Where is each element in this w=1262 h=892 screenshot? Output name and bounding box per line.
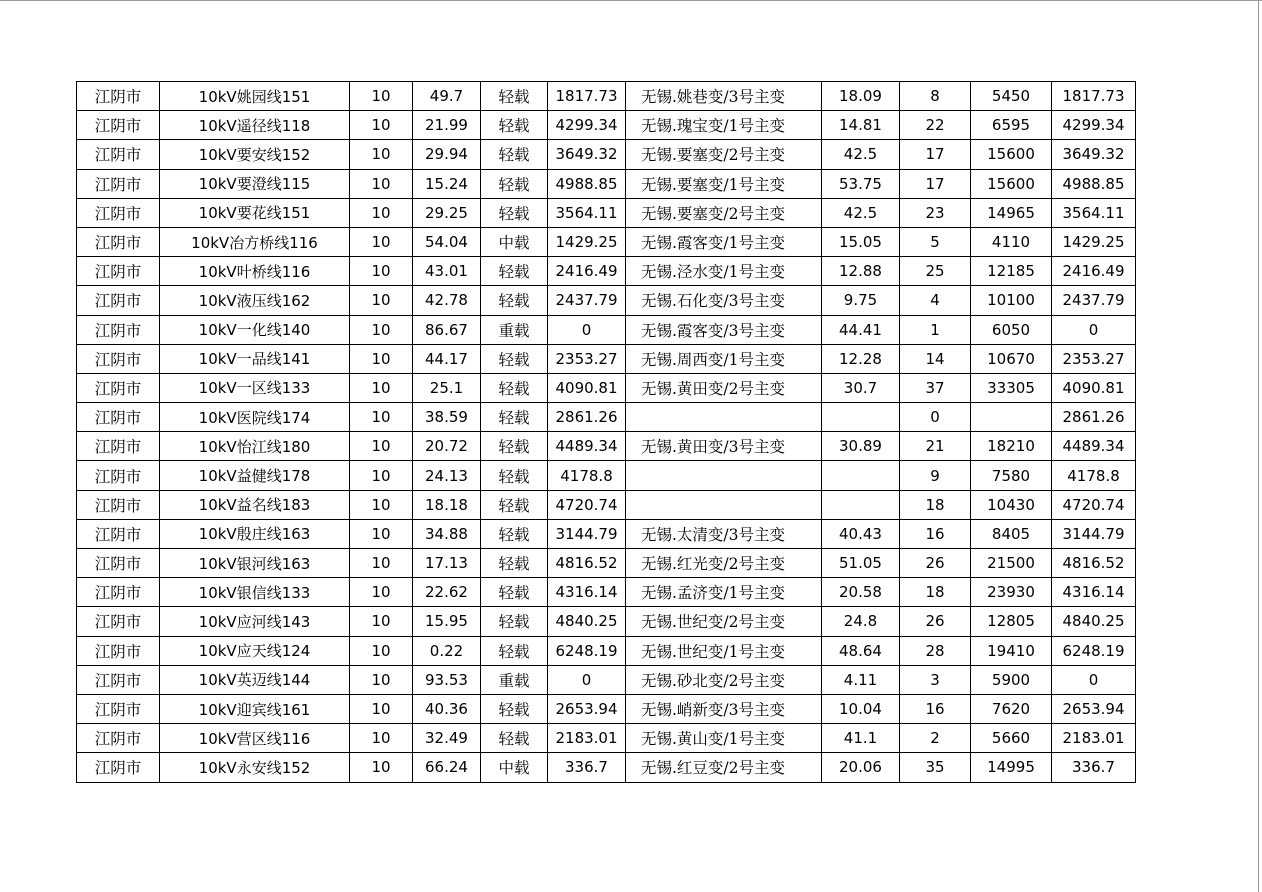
substation-rate-cell: 51.05 [822,549,900,578]
substation-cell: 无锡.泾水变/1号主变 [626,257,822,286]
city-cell: 江阴市 [77,665,160,694]
load-status-cell: 轻载 [481,82,548,111]
margin-cell: 3144.79 [548,519,626,548]
city-cell: 江阴市 [77,724,160,753]
users-cell: 21 [900,432,971,461]
voltage-cell: 10 [350,519,413,548]
line-name-cell: 10kV遥径线118 [160,111,350,140]
margin-cell: 4840.25 [548,607,626,636]
capacity-cell: 7620 [971,694,1052,723]
available-capacity-cell: 4489.34 [1052,432,1136,461]
capacity-cell: 5450 [971,82,1052,111]
users-cell: 26 [900,549,971,578]
table-row [77,549,1136,578]
capacity-cell: 6595 [971,111,1052,140]
load-rate-cell: 66.24 [413,753,481,782]
capacity-cell: 10670 [971,344,1052,373]
capacity-cell: 6050 [971,315,1052,344]
load-rate-cell: 44.17 [413,344,481,373]
users-cell: 28 [900,636,971,665]
substation-cell: 无锡.要塞变/1号主变 [626,169,822,198]
capacity-cell: 21500 [971,549,1052,578]
margin-cell: 2653.94 [548,694,626,723]
voltage-cell: 10 [350,140,413,169]
load-status-cell: 轻载 [481,549,548,578]
substation-cell [626,403,822,432]
city-cell: 江阴市 [77,694,160,723]
load-status-cell: 轻载 [481,607,548,636]
users-cell: 16 [900,519,971,548]
line-name-cell: 10kV医院线174 [160,403,350,432]
load-rate-cell: 29.94 [413,140,481,169]
available-capacity-cell: 3144.79 [1052,519,1136,548]
substation-rate-cell: 42.5 [822,198,900,227]
available-capacity-cell: 2183.01 [1052,724,1136,753]
users-cell: 3 [900,665,971,694]
margin-cell: 4299.34 [548,111,626,140]
capacity-cell: 12805 [971,607,1052,636]
substation-rate-cell: 24.8 [822,607,900,636]
table-row [77,694,1136,723]
city-cell: 江阴市 [77,111,160,140]
voltage-cell: 10 [350,169,413,198]
users-cell: 9 [900,461,971,490]
table-row [77,490,1136,519]
substation-rate-cell: 20.06 [822,753,900,782]
substation-rate-cell: 30.89 [822,432,900,461]
line-name-cell: 10kV银河线163 [160,549,350,578]
voltage-cell: 10 [350,403,413,432]
substation-rate-cell: 15.05 [822,227,900,256]
feeder-load-table [76,81,1136,783]
voltage-cell: 10 [350,111,413,140]
users-cell: 22 [900,111,971,140]
capacity-cell: 10430 [971,490,1052,519]
voltage-cell: 10 [350,724,413,753]
users-cell: 37 [900,373,971,402]
users-cell: 0 [900,403,971,432]
line-name-cell: 10kV永安线152 [160,753,350,782]
margin-cell: 4720.74 [548,490,626,519]
voltage-cell: 10 [350,549,413,578]
substation-cell: 无锡.石化变/3号主变 [626,286,822,315]
users-cell: 23 [900,198,971,227]
line-name-cell: 10kV营区线116 [160,724,350,753]
capacity-cell: 15600 [971,169,1052,198]
line-name-cell: 10kV一区线133 [160,373,350,402]
line-name-cell: 10kV殷庄线163 [160,519,350,548]
substation-cell: 无锡.世纪变/2号主变 [626,607,822,636]
load-status-cell: 重载 [481,665,548,694]
city-cell: 江阴市 [77,607,160,636]
voltage-cell: 10 [350,578,413,607]
available-capacity-cell: 0 [1052,315,1136,344]
city-cell: 江阴市 [77,315,160,344]
load-rate-cell: 32.49 [413,724,481,753]
available-capacity-cell: 1817.73 [1052,82,1136,111]
load-rate-cell: 29.25 [413,198,481,227]
capacity-cell [971,403,1052,432]
substation-cell: 无锡.霞客变/3号主变 [626,315,822,344]
table-row [77,82,1136,111]
available-capacity-cell: 2416.49 [1052,257,1136,286]
substation-cell: 无锡.瑰宝变/1号主变 [626,111,822,140]
city-cell: 江阴市 [77,403,160,432]
load-rate-cell: 21.99 [413,111,481,140]
city-cell: 江阴市 [77,227,160,256]
load-rate-cell: 20.72 [413,432,481,461]
margin-cell: 2437.79 [548,286,626,315]
load-status-cell: 轻载 [481,257,548,286]
city-cell: 江阴市 [77,519,160,548]
substation-cell: 无锡.周西变/1号主变 [626,344,822,373]
capacity-cell: 8405 [971,519,1052,548]
capacity-cell: 12185 [971,257,1052,286]
users-cell: 17 [900,169,971,198]
city-cell: 江阴市 [77,169,160,198]
load-status-cell: 轻载 [481,403,548,432]
table-row [77,140,1136,169]
margin-cell: 1429.25 [548,227,626,256]
users-cell: 14 [900,344,971,373]
substation-rate-cell: 12.88 [822,257,900,286]
margin-cell: 4090.81 [548,373,626,402]
substation-cell [626,461,822,490]
available-capacity-cell: 6248.19 [1052,636,1136,665]
substation-cell: 无锡.黄山变/1号主变 [626,724,822,753]
load-rate-cell: 15.95 [413,607,481,636]
voltage-cell: 10 [350,461,413,490]
available-capacity-cell: 2653.94 [1052,694,1136,723]
available-capacity-cell: 4178.8 [1052,461,1136,490]
available-capacity-cell: 1429.25 [1052,227,1136,256]
substation-cell: 无锡.黄田变/3号主变 [626,432,822,461]
city-cell: 江阴市 [77,286,160,315]
available-capacity-cell: 4988.85 [1052,169,1136,198]
city-cell: 江阴市 [77,578,160,607]
load-rate-cell: 43.01 [413,257,481,286]
load-status-cell: 轻载 [481,490,548,519]
substation-cell: 无锡.霞客变/1号主变 [626,227,822,256]
users-cell: 2 [900,724,971,753]
table-row [77,169,1136,198]
substation-rate-cell: 18.09 [822,82,900,111]
margin-cell: 4178.8 [548,461,626,490]
substation-rate-cell: 30.7 [822,373,900,402]
table-row [77,607,1136,636]
table-row [77,286,1136,315]
voltage-cell: 10 [350,315,413,344]
capacity-cell: 15600 [971,140,1052,169]
users-cell: 5 [900,227,971,256]
voltage-cell: 10 [350,607,413,636]
substation-cell [626,490,822,519]
users-cell: 18 [900,578,971,607]
users-cell: 16 [900,694,971,723]
load-status-cell: 轻载 [481,373,548,402]
substation-cell: 无锡.黄田变/2号主变 [626,373,822,402]
available-capacity-cell: 4720.74 [1052,490,1136,519]
load-rate-cell: 93.53 [413,665,481,694]
substation-rate-cell: 12.28 [822,344,900,373]
load-rate-cell: 34.88 [413,519,481,548]
substation-rate-cell: 40.43 [822,519,900,548]
substation-cell: 无锡.要塞变/2号主变 [626,198,822,227]
table-row [77,665,1136,694]
city-cell: 江阴市 [77,198,160,227]
voltage-cell: 10 [350,373,413,402]
users-cell: 8 [900,82,971,111]
substation-rate-cell: 10.04 [822,694,900,723]
load-rate-cell: 49.7 [413,82,481,111]
margin-cell: 1817.73 [548,82,626,111]
capacity-cell: 5900 [971,665,1052,694]
load-rate-cell: 40.36 [413,694,481,723]
line-name-cell: 10kV益名线183 [160,490,350,519]
substation-cell: 无锡.姚巷变/3号主变 [626,82,822,111]
load-rate-cell: 54.04 [413,227,481,256]
load-status-cell: 轻载 [481,169,548,198]
city-cell: 江阴市 [77,549,160,578]
load-status-cell: 轻载 [481,694,548,723]
substation-rate-cell: 48.64 [822,636,900,665]
line-name-cell: 10kV要澄线115 [160,169,350,198]
table-row [77,753,1136,782]
substation-rate-cell [822,461,900,490]
capacity-cell: 4110 [971,227,1052,256]
page-top-edge [0,0,1262,1]
capacity-cell: 5660 [971,724,1052,753]
voltage-cell: 10 [350,198,413,227]
capacity-cell: 14995 [971,753,1052,782]
substation-rate-cell: 9.75 [822,286,900,315]
substation-cell: 无锡.孟济变/1号主变 [626,578,822,607]
voltage-cell: 10 [350,82,413,111]
load-rate-cell: 15.24 [413,169,481,198]
line-name-cell: 10kV姚园线151 [160,82,350,111]
table-row [77,227,1136,256]
city-cell: 江阴市 [77,461,160,490]
table-row [77,257,1136,286]
line-name-cell: 10kV液压线162 [160,286,350,315]
users-cell: 35 [900,753,971,782]
capacity-cell: 14965 [971,198,1052,227]
table-row [77,578,1136,607]
users-cell: 18 [900,490,971,519]
substation-rate-cell: 20.58 [822,578,900,607]
substation-rate-cell: 53.75 [822,169,900,198]
capacity-cell: 19410 [971,636,1052,665]
available-capacity-cell: 4840.25 [1052,607,1136,636]
load-status-cell: 轻载 [481,461,548,490]
users-cell: 1 [900,315,971,344]
table-row [77,432,1136,461]
city-cell: 江阴市 [77,636,160,665]
load-rate-cell: 24.13 [413,461,481,490]
available-capacity-cell: 4316.14 [1052,578,1136,607]
load-status-cell: 重载 [481,315,548,344]
voltage-cell: 10 [350,753,413,782]
available-capacity-cell: 3564.11 [1052,198,1136,227]
voltage-cell: 10 [350,694,413,723]
load-status-cell: 轻载 [481,432,548,461]
table-row [77,198,1136,227]
available-capacity-cell: 4090.81 [1052,373,1136,402]
margin-cell: 3564.11 [548,198,626,227]
line-name-cell: 10kV迎宾线161 [160,694,350,723]
substation-rate-cell: 41.1 [822,724,900,753]
margin-cell: 6248.19 [548,636,626,665]
load-status-cell: 轻载 [481,636,548,665]
line-name-cell: 10kV一品线141 [160,344,350,373]
load-status-cell: 轻载 [481,111,548,140]
table-body [77,82,1136,783]
margin-cell: 4816.52 [548,549,626,578]
margin-cell: 4489.34 [548,432,626,461]
city-cell: 江阴市 [77,140,160,169]
available-capacity-cell: 2353.27 [1052,344,1136,373]
city-cell: 江阴市 [77,753,160,782]
voltage-cell: 10 [350,490,413,519]
substation-cell: 无锡.红光变/2号主变 [626,549,822,578]
substation-cell: 无锡.太清变/3号主变 [626,519,822,548]
substation-rate-cell: 14.81 [822,111,900,140]
available-capacity-cell: 4299.34 [1052,111,1136,140]
available-capacity-cell: 2437.79 [1052,286,1136,315]
substation-cell: 无锡.红豆变/2号主变 [626,753,822,782]
city-cell: 江阴市 [77,490,160,519]
capacity-cell: 18210 [971,432,1052,461]
city-cell: 江阴市 [77,257,160,286]
substation-cell: 无锡.峭新变/3号主变 [626,694,822,723]
line-name-cell: 10kV益健线178 [160,461,350,490]
line-name-cell: 10kV叶桥线116 [160,257,350,286]
load-status-cell: 轻载 [481,519,548,548]
load-status-cell: 轻载 [481,198,548,227]
load-status-cell: 中载 [481,753,548,782]
substation-rate-cell [822,403,900,432]
line-name-cell: 10kV一化线140 [160,315,350,344]
voltage-cell: 10 [350,636,413,665]
table-row [77,724,1136,753]
load-status-cell: 中载 [481,227,548,256]
city-cell: 江阴市 [77,344,160,373]
voltage-cell: 10 [350,432,413,461]
users-cell: 17 [900,140,971,169]
voltage-cell: 10 [350,286,413,315]
load-status-cell: 轻载 [481,286,548,315]
substation-rate-cell [822,490,900,519]
table-row [77,636,1136,665]
margin-cell: 336.7 [548,753,626,782]
substation-rate-cell: 4.11 [822,665,900,694]
line-name-cell: 10kV要花线151 [160,198,350,227]
table-row [77,519,1136,548]
table-row [77,403,1136,432]
load-rate-cell: 86.67 [413,315,481,344]
margin-cell: 2353.27 [548,344,626,373]
capacity-cell: 7580 [971,461,1052,490]
line-name-cell: 10kV冶方桥线116 [160,227,350,256]
capacity-cell: 10100 [971,286,1052,315]
page-right-edge [1258,0,1259,892]
voltage-cell: 10 [350,344,413,373]
users-cell: 25 [900,257,971,286]
available-capacity-cell: 2861.26 [1052,403,1136,432]
load-rate-cell: 17.13 [413,549,481,578]
load-rate-cell: 25.1 [413,373,481,402]
margin-cell: 2183.01 [548,724,626,753]
margin-cell: 2861.26 [548,403,626,432]
load-status-cell: 轻载 [481,724,548,753]
load-rate-cell: 18.18 [413,490,481,519]
load-rate-cell: 0.22 [413,636,481,665]
margin-cell: 4988.85 [548,169,626,198]
users-cell: 4 [900,286,971,315]
substation-rate-cell: 44.41 [822,315,900,344]
users-cell: 26 [900,607,971,636]
table-row [77,344,1136,373]
capacity-cell: 33305 [971,373,1052,402]
line-name-cell: 10kV怡江线180 [160,432,350,461]
line-name-cell: 10kV应天线124 [160,636,350,665]
available-capacity-cell: 3649.32 [1052,140,1136,169]
substation-rate-cell: 42.5 [822,140,900,169]
line-name-cell: 10kV应河线143 [160,607,350,636]
margin-cell: 3649.32 [548,140,626,169]
line-name-cell: 10kV银信线133 [160,578,350,607]
substation-cell: 无锡.世纪变/1号主变 [626,636,822,665]
margin-cell: 4316.14 [548,578,626,607]
table-row [77,461,1136,490]
substation-cell: 无锡.砂北变/2号主变 [626,665,822,694]
load-rate-cell: 22.62 [413,578,481,607]
line-name-cell: 10kV要安线152 [160,140,350,169]
available-capacity-cell: 0 [1052,665,1136,694]
margin-cell: 0 [548,315,626,344]
city-cell: 江阴市 [77,432,160,461]
available-capacity-cell: 336.7 [1052,753,1136,782]
voltage-cell: 10 [350,665,413,694]
table-row [77,111,1136,140]
voltage-cell: 10 [350,227,413,256]
load-rate-cell: 42.78 [413,286,481,315]
margin-cell: 2416.49 [548,257,626,286]
table-row [77,373,1136,402]
load-status-cell: 轻载 [481,140,548,169]
line-name-cell: 10kV英迈线144 [160,665,350,694]
available-capacity-cell: 4816.52 [1052,549,1136,578]
load-status-cell: 轻载 [481,344,548,373]
substation-cell: 无锡.要塞变/2号主变 [626,140,822,169]
city-cell: 江阴市 [77,82,160,111]
margin-cell: 0 [548,665,626,694]
city-cell: 江阴市 [77,373,160,402]
voltage-cell: 10 [350,257,413,286]
capacity-cell: 23930 [971,578,1052,607]
table-row [77,315,1136,344]
load-rate-cell: 38.59 [413,403,481,432]
load-status-cell: 轻载 [481,578,548,607]
